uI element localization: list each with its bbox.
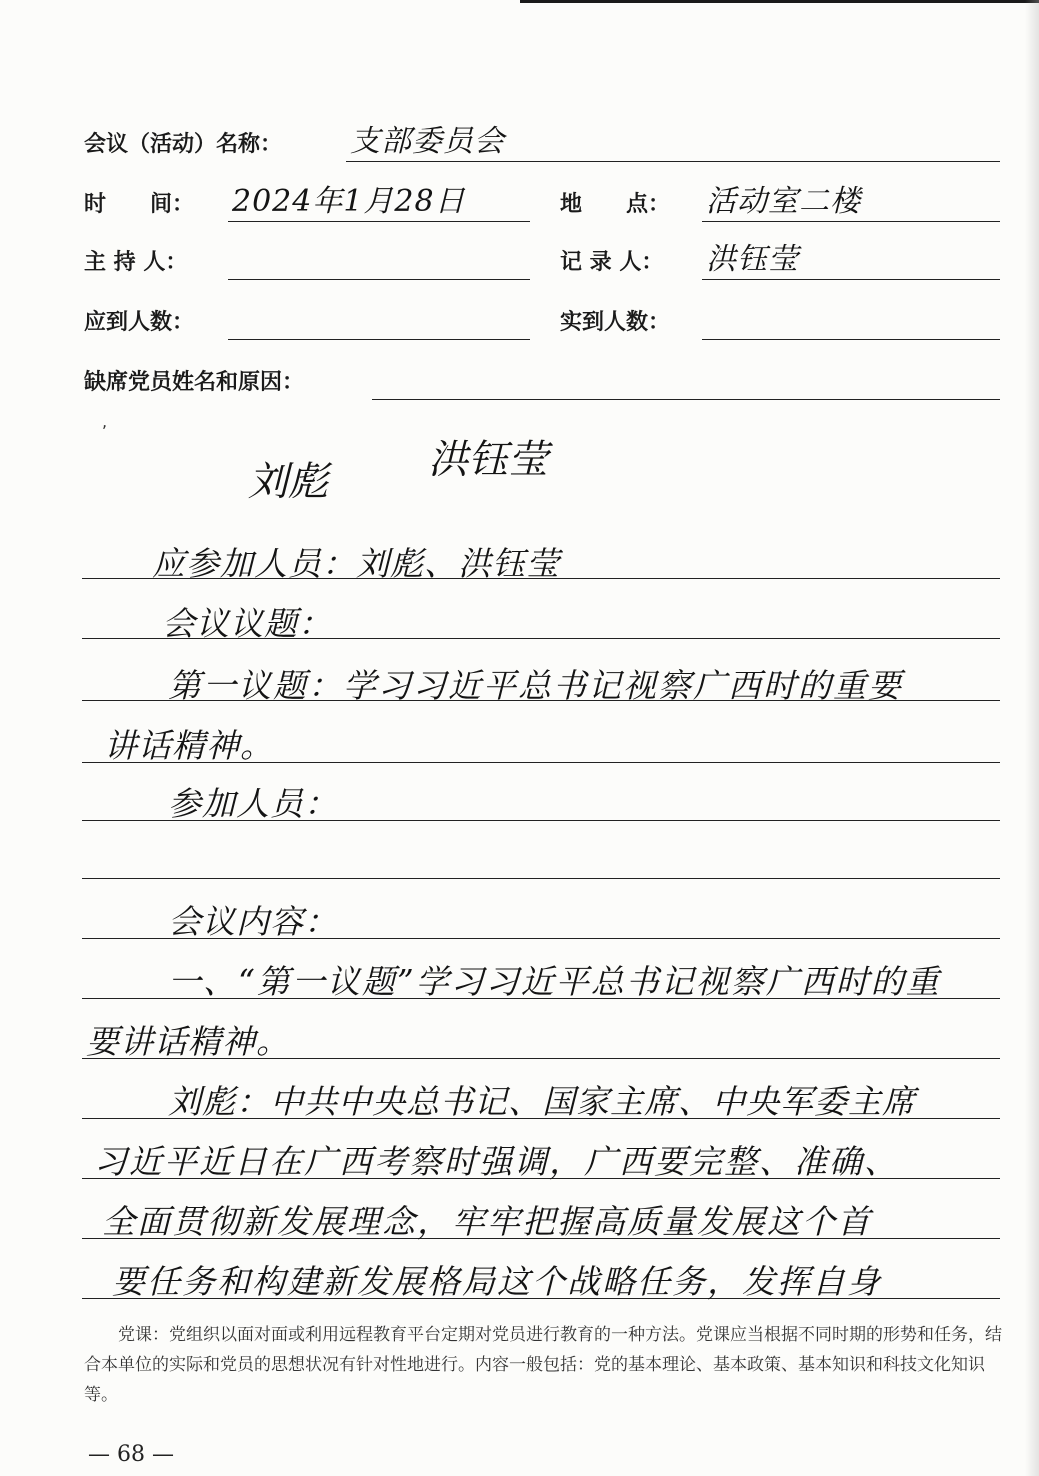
pen-mark: , bbox=[102, 412, 108, 431]
ruled-line-9: 要讲话精神。 bbox=[86, 1022, 290, 1061]
meeting-name-value: 支部委员会 bbox=[350, 124, 505, 159]
absent-label: 缺席党员姓名和原因： bbox=[84, 370, 305, 395]
ruled-line-10: 刘彪：中共中央总书记、国家主席、中央军委主席 bbox=[168, 1082, 916, 1121]
footnote-text: 党课：党组织以面对面或利用远程教育平台定期对党员进行教育的一种方法。党课应当根据不同时期的形势和任务，结合本单位的实际和党员的思想状况有针对性地进行。内容一般包括：党的基本理论、基本政策、基本知识和科技文化知识等。 bbox=[84, 1325, 1002, 1405]
host-field bbox=[84, 240, 530, 280]
footnote bbox=[84, 1320, 1004, 1410]
ruled-line-2: 会议议题： bbox=[162, 604, 332, 643]
recorder-label: 记 录 人： bbox=[560, 250, 664, 275]
absent-field bbox=[84, 360, 1000, 400]
page-top-edge bbox=[520, 0, 1039, 3]
ruled-line-3: 第一议题：学习习近平总书记视察广西时的重要 bbox=[168, 666, 903, 705]
recorder-value: 洪钰莹 bbox=[706, 242, 799, 277]
scan-shadow bbox=[1025, 0, 1039, 1476]
ruled-line-8: 一、“第一议题”学习习近平总书记视察广西时的重 bbox=[168, 962, 941, 1001]
place-field bbox=[560, 182, 1000, 222]
page-number: — 68 — bbox=[88, 1442, 174, 1467]
host-label: 主 持 人： bbox=[84, 250, 188, 275]
signature-hong-yuying: 洪钰莹 bbox=[428, 437, 548, 483]
place-label: 地 点： bbox=[560, 192, 671, 217]
signature-liu-biao: 刘彪 bbox=[248, 459, 328, 505]
ruled-line-7: 会议内容： bbox=[168, 902, 338, 941]
expected-count-field bbox=[84, 300, 530, 340]
actual-count-label: 实到人数： bbox=[560, 310, 671, 335]
time-label: 时 间： bbox=[84, 192, 195, 217]
ruled-line-13: 要任务和构建新发展格局这个战略任务，发挥自身 bbox=[112, 1262, 882, 1301]
ruled-line-11: 习近平近日在广西考察时强调，广西要完整、准确、 bbox=[94, 1142, 899, 1181]
ruled-line-5: 参加人员： bbox=[168, 784, 338, 823]
ruled-line-1: 应参加人员：刘彪、洪钰莹 bbox=[152, 544, 560, 583]
recorder-field bbox=[560, 240, 1000, 280]
meeting-name-field bbox=[84, 122, 1000, 162]
ruled-line-12: 全面贯彻新发展理念，牢牢把握高质量发展这个首 bbox=[102, 1202, 872, 1241]
time-value: 2024年1月28日 bbox=[232, 184, 466, 219]
expected-count-label: 应到人数： bbox=[84, 310, 195, 335]
actual-count-field bbox=[560, 300, 1000, 340]
ruled-line-4: 讲话精神。 bbox=[104, 726, 274, 765]
place-value: 活动室二楼 bbox=[706, 184, 861, 219]
time-field bbox=[84, 182, 530, 222]
meeting-name-label: 会议（活动）名称： bbox=[84, 132, 283, 157]
